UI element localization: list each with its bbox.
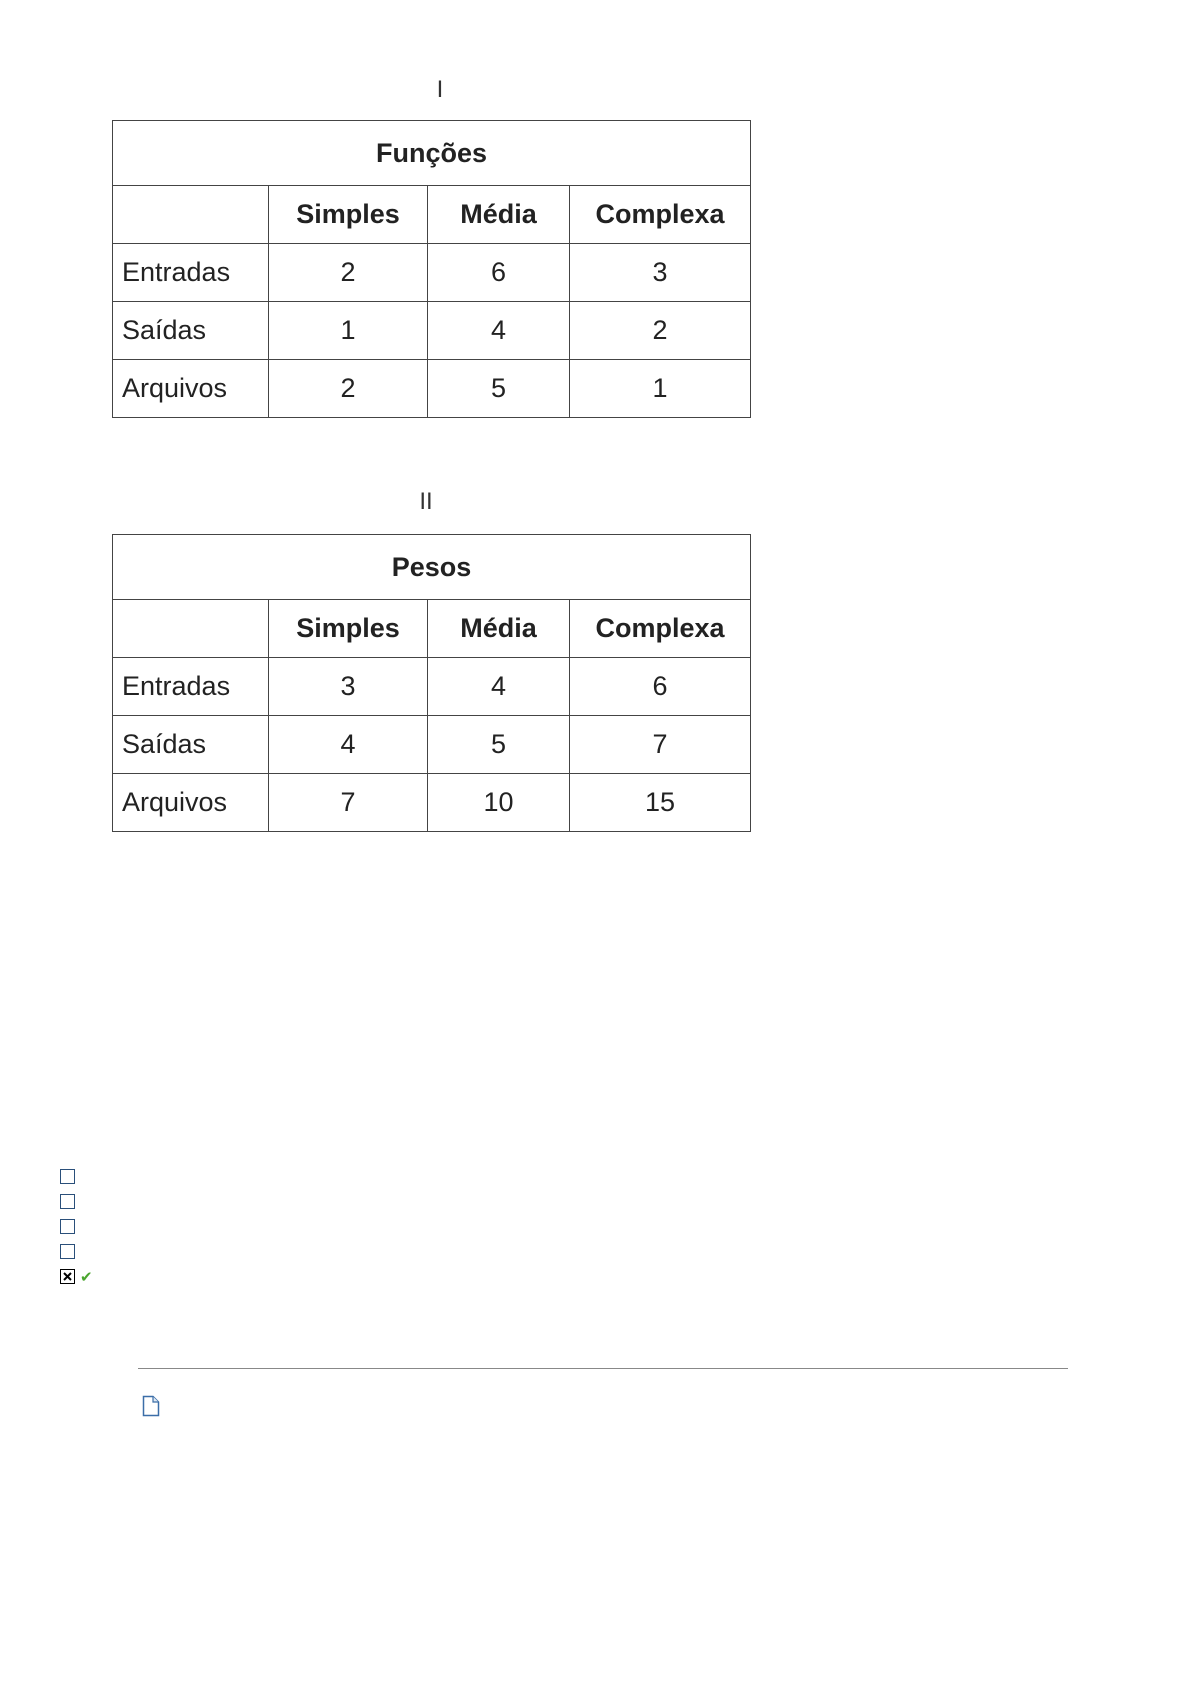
- pesos-table-title: Pesos: [113, 535, 751, 600]
- table-cell: 15: [570, 774, 751, 832]
- table-cell: 3: [570, 244, 751, 302]
- column-header-media: Média: [428, 600, 570, 658]
- pesos-table: [112, 534, 751, 832]
- option-checkbox[interactable]: [60, 1194, 75, 1209]
- table-cell: 3: [269, 658, 428, 716]
- answer-option-4: [60, 1239, 93, 1264]
- row-label: Arquivos: [113, 774, 269, 832]
- answer-option-3: [60, 1214, 93, 1239]
- table-row: [113, 774, 751, 832]
- answer-option-5: [60, 1264, 93, 1289]
- funcoes-table-title: Funções: [113, 121, 751, 186]
- column-header-complexa: Complexa: [570, 600, 751, 658]
- figure-2-label: II: [419, 488, 433, 515]
- table-cell: 4: [428, 302, 570, 360]
- table-cell: 10: [428, 774, 570, 832]
- table-row: [113, 360, 751, 418]
- table-cell: 2: [269, 244, 428, 302]
- row-label: Entradas: [113, 658, 269, 716]
- x-mark-icon: [63, 1272, 72, 1281]
- table-cell: 7: [570, 716, 751, 774]
- table-cell: 2: [570, 302, 751, 360]
- table-cell: 6: [570, 658, 751, 716]
- table-cell: 4: [428, 658, 570, 716]
- funcoes-table: [112, 120, 751, 418]
- row-label: Entradas: [113, 244, 269, 302]
- table-row: [113, 658, 751, 716]
- table-cell: 1: [570, 360, 751, 418]
- table-cell: 5: [428, 716, 570, 774]
- answer-options: [60, 1164, 93, 1289]
- table-cell: 7: [269, 774, 428, 832]
- table-cell: 6: [428, 244, 570, 302]
- document-icon[interactable]: [142, 1395, 160, 1417]
- column-header-empty: [113, 186, 269, 244]
- table-row: [113, 716, 751, 774]
- table-cell: 1: [269, 302, 428, 360]
- table-cell: 4: [269, 716, 428, 774]
- figure-1-label: I: [436, 76, 444, 103]
- column-header-complexa: Complexa: [570, 186, 751, 244]
- divider: [138, 1368, 1068, 1369]
- option-checkbox[interactable]: [60, 1219, 75, 1234]
- column-header-empty: [113, 600, 269, 658]
- table-cell: 5: [428, 360, 570, 418]
- table-row: [113, 302, 751, 360]
- column-header-media: Média: [428, 186, 570, 244]
- answer-option-1: [60, 1164, 93, 1189]
- column-header-simples: Simples: [269, 186, 428, 244]
- table-row: [113, 244, 751, 302]
- option-checkbox[interactable]: [60, 1244, 75, 1259]
- table-cell: 2: [269, 360, 428, 418]
- column-header-simples: Simples: [269, 600, 428, 658]
- answer-option-2: [60, 1189, 93, 1214]
- row-label: Saídas: [113, 302, 269, 360]
- row-label: Arquivos: [113, 360, 269, 418]
- row-label: Saídas: [113, 716, 269, 774]
- option-checkbox-checked[interactable]: [60, 1269, 75, 1284]
- option-checkbox[interactable]: [60, 1169, 75, 1184]
- correct-check-icon: ✔: [80, 1268, 93, 1286]
